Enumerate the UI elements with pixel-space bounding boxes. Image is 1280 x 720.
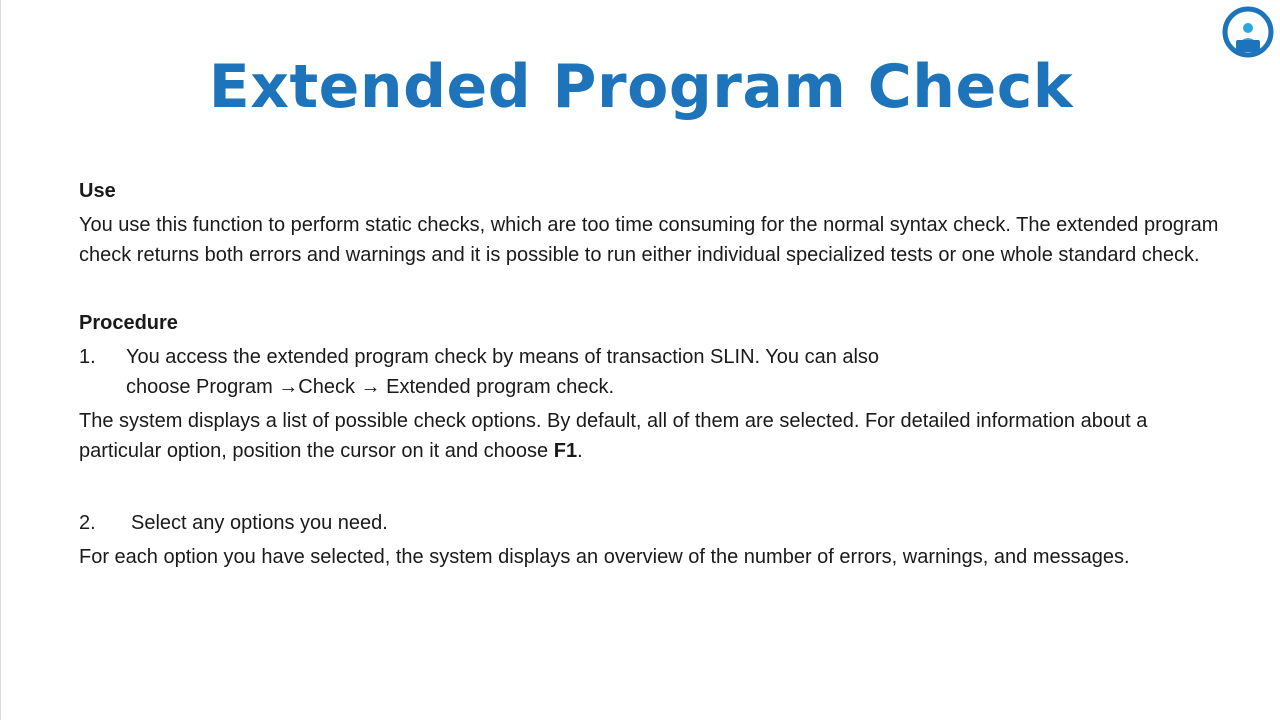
- use-paragraph: You use this function to perform static checks, which are too time consuming for the normal syntax check. The extended program check returns both errors and warnings and it is possible to run either individual specialized tests or one whole standard check.: [79, 214, 1219, 266]
- step-2-number: 2.: [79, 512, 96, 534]
- step-1-note-text: The system displays a list of possible check options. By default, all of them are selected. For detailed information about a particular option, position the cursor on it and choose: [79, 410, 1148, 462]
- step-1-note: [79, 406, 1229, 466]
- procedure-heading: Procedure: [79, 312, 178, 334]
- step-1-line-1: You access the extended program check by means of transaction SLIN. You can also: [126, 346, 880, 368]
- procedure-step-2: [79, 508, 1229, 538]
- slide-body: [79, 176, 1229, 572]
- step-1-line-2: choose Program →Check → Extended program check.: [126, 376, 614, 398]
- step-2-note: For each option you have selected, the system displays an overview of the number of errors, warnings, and messages.: [79, 546, 1130, 568]
- step-2-text: Select any options you need.: [131, 512, 388, 534]
- step-1-note-end: .: [577, 440, 583, 462]
- use-heading: Use: [79, 180, 116, 202]
- user-at-laptop-icon: [1222, 6, 1274, 58]
- procedure-step-1: [79, 342, 1229, 402]
- step-1-text: [126, 342, 1229, 402]
- f1-key: F1: [553, 440, 578, 462]
- step-1-number: 1.: [79, 346, 96, 368]
- slide-title: Extended Program Check: [208, 52, 1074, 122]
